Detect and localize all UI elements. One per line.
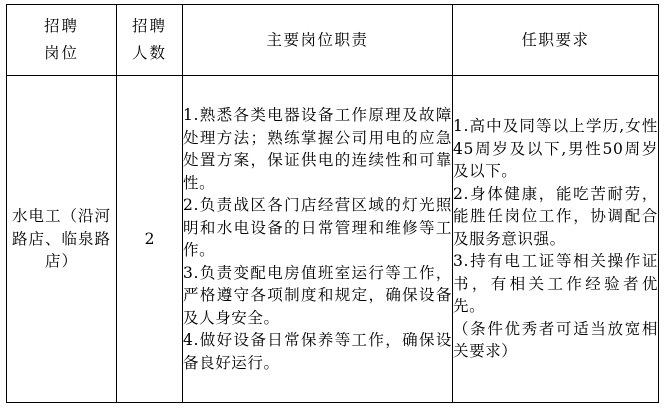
post-name-cell: 水电工（沿河路店、临泉路店） — [7, 76, 117, 403]
recruitment-table — [6, 4, 659, 403]
headcount-cell: 2 — [117, 76, 183, 403]
duties-cell — [183, 76, 453, 403]
requirement-item: 2.身体健康，能吃苦耐劳，能胜任岗位工作，协调配合及服务意识强。 — [453, 184, 658, 248]
header-count-line-2: 人数 — [131, 44, 167, 62]
header-count — [117, 5, 183, 76]
requirement-item: 1.高中及同等以上学历,女性45周岁及以下,男性50周岁及以下。 — [453, 117, 658, 181]
header-post-line-1: 招聘 — [43, 17, 79, 35]
header-requirements: 任职要求 — [453, 5, 659, 76]
header-count-line-1: 招聘 — [131, 17, 167, 35]
table-header-row — [7, 5, 659, 76]
duty-item: 4.做好设备日常保养等工作，确保设备良好运行。 — [183, 331, 452, 372]
duty-item: 1.熟悉各类电器设备工作原理及故障处理方法；熟练掌握公司用电的应急处置方案，保证供电的连续性和可靠性。 — [183, 106, 452, 192]
requirements-cell — [453, 76, 659, 403]
header-post — [7, 5, 117, 76]
header-duties: 主要岗位职责 — [183, 5, 453, 76]
table-row — [7, 76, 659, 403]
duty-item: 3.负责变配电房值班室运行等工作，严格遵守各项制度和规定，确保设备及人身安全。 — [183, 263, 452, 327]
duty-item: 2.负责战区各门店经营区域的灯光照明和水电设备的日常管理和维修等工作。 — [183, 196, 452, 259]
header-post-line-2: 岗位 — [43, 44, 79, 62]
requirement-item: 3.持有电工证等相关操作证书，有相关工作经验者优先。 — [453, 252, 658, 316]
requirement-item: （条件优秀者可适当放宽相关要求） — [453, 319, 658, 361]
